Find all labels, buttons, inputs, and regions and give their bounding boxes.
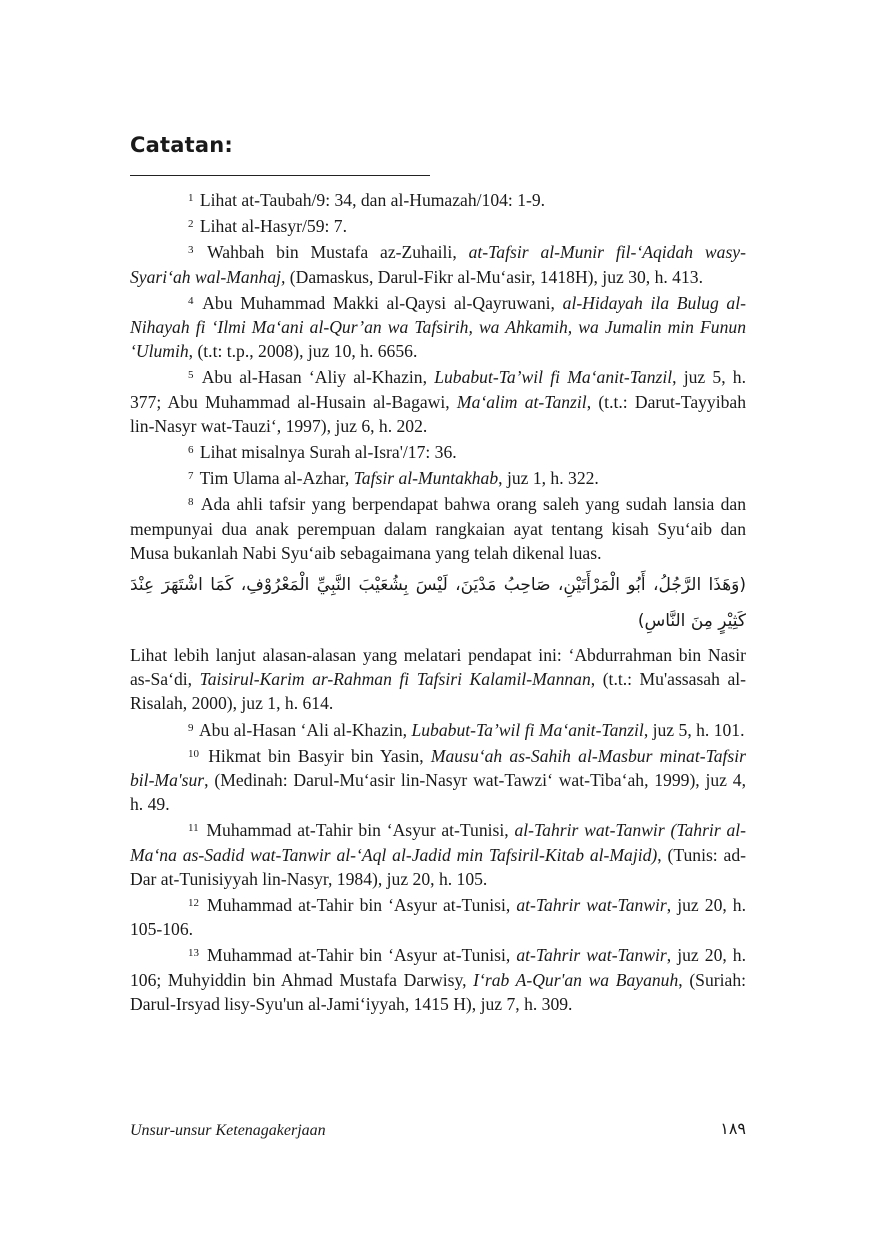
footnote-divider xyxy=(130,175,430,176)
footnote-text: Muhammad at-Tahir bin ‘Asyur at-Tunisi, xyxy=(207,945,517,966)
footnote-list xyxy=(130,186,746,1016)
footnote-italic-title: at-Tafsir al-Munir fil-‘Aqidah wasy-Syari‘ah wal-Manhaj, xyxy=(130,242,746,287)
page-number: ١٨٩ xyxy=(720,1119,746,1138)
footnote-11 xyxy=(130,816,746,891)
footnote-text: Tim Ulama al-Azhar, xyxy=(199,468,354,489)
footnote-italic-title: I‘rab A-Qur'an wa Bayanuh xyxy=(473,969,679,990)
footnote-text: Wahbah bin Mustafa az-Zuhaili, xyxy=(207,242,469,263)
footnote-text: Abu Muhammad Makki al-Qaysi al-Qayruwani, xyxy=(202,292,563,313)
footnote-italic-title: Ma‘alim at-Tanzil xyxy=(456,391,587,412)
footnote-text: (Damaskus, Darul-Fikr al-Mu‘asir, 1418H), juz 30, h. 413. xyxy=(285,266,703,287)
footnote-12 xyxy=(130,891,746,941)
footnote-number: 5 xyxy=(188,369,194,382)
footnote-text: Lihat lebih lanjut alasan-alasan yang melatari pendapat ini: ‘Abdurrahman bin Nasir as-Sa‘di, xyxy=(130,645,746,690)
footnote-italic-title: al-Tahrir wat-Tanwir (Tahrir al-Ma‘na as-Sadid wat-Tanwir al-‘Aql al-Jadid min Tafsiril-Kitab al-Majid) xyxy=(130,820,746,865)
footnote-text: Muhammad at-Tahir bin ‘Asyur at-Tunisi, xyxy=(207,895,517,916)
footnote-13 xyxy=(130,941,746,1016)
footnote-number: 12 xyxy=(188,897,199,910)
arabic-quote: (وَهَذَا الرَّجُلُ، أَبُو الْمَرْأَتَيْنِ، صَاحِبُ مَدْيَنَ، لَيْسَ بِشُعَيْبَ النَّبِيِّ الْمَعْرُوْفِ، كَمَا اشْتَهَرَ عِنْدَ كَثِيْرٍ مِنَ النَّاسِ) xyxy=(130,575,746,632)
footnote-text: , (t.t.: Mu'assasah al-Risalah, 2000), juz 1, h. 614. xyxy=(130,669,747,714)
footnote-text: , (t.t: t.p., 2008), juz 10, h. 6656. xyxy=(188,341,418,362)
footnote-text: Hikmat bin Basyir bin Yasin, xyxy=(208,745,431,766)
footnote-italic-title: Tafsir al-Muntakhab xyxy=(353,468,499,489)
footnote-number: 10 xyxy=(188,747,199,760)
footnote-number: 13 xyxy=(188,947,199,960)
footnote-text: , juz 5, h. 101. xyxy=(643,719,745,740)
footnote-text: , (Suriah: Darul-Irsyad lisy-Syu'un al-Jami‘iyyah, 1415 H), juz 7, h. 309. xyxy=(130,969,746,1014)
footnote-number: 4 xyxy=(188,294,194,307)
footnote-number: 9 xyxy=(188,721,194,734)
running-footer-title: Unsur-unsur Ketenagakerjaan xyxy=(130,1122,326,1139)
footnote-continuation xyxy=(130,643,746,716)
footnote-1 xyxy=(130,186,746,212)
footnote-italic-title: at-Tahrir wat-Tanwir xyxy=(516,895,667,916)
footnote-text: , juz 20, h. 106; Muhyiddin bin Ahmad Mustafa Darwisy, xyxy=(130,945,746,990)
footnote-text: , (Tunis: ad-Dar at-Tunisiyyah lin-Nasyr, 1984), juz 20, h. 105. xyxy=(130,844,746,889)
footnote-italic-title: Mausu‘ah as-Sahih al-Masbur minat-Tafsir bil-Ma'sur xyxy=(130,745,747,791)
footnote-2 xyxy=(130,212,746,238)
footnote-10 xyxy=(130,742,746,817)
footnote-7 xyxy=(130,464,746,490)
footnote-5 xyxy=(130,363,746,438)
footnote-6 xyxy=(130,438,746,464)
footnote-8 xyxy=(130,490,746,565)
footnote-text: Ada ahli tafsir yang berpendapat bahwa orang saleh yang sudah lansia dan mempunyai dua anak perempuan dalam rangkaian ayat tentang kisah Syu‘aib dan Musa bukanlah Nabi Syu‘aib sebagaimana yang telah dikenal luas. xyxy=(130,494,746,563)
footnote-number: 11 xyxy=(188,822,199,835)
footnote-italic-title: Taisirul-Karim ar-Rahman fi Tafsiri Kalamil-Mannan xyxy=(199,669,591,690)
page-title: Catatan: xyxy=(130,133,233,157)
footnote-number: 3 xyxy=(188,244,194,257)
footnote-italic-title: at-Tahrir wat-Tanwir xyxy=(516,945,667,966)
footnote-text: , juz 20, h. 105-106. xyxy=(130,895,746,940)
footnote-text: Abu al-Hasan ‘Aliy al-Khazin, xyxy=(201,367,435,388)
footnote-9 xyxy=(130,716,746,742)
footnote-italic-title: Lubabut-Ta’wil fi Ma‘anit-Tanzil xyxy=(434,367,673,388)
footnote-text: , (t.t.: Darut-Tayyibah lin-Nasyr wat-Tauzi‘, 1997), juz 6, h. 202. xyxy=(130,391,747,436)
footnote-number: 8 xyxy=(188,496,194,509)
footnote-number: 6 xyxy=(188,444,194,457)
footnote-3 xyxy=(130,238,746,288)
footnote-4 xyxy=(130,289,746,364)
footnote-number: 7 xyxy=(188,470,194,483)
footnote-text: Abu al-Hasan ‘Ali al-Khazin, xyxy=(198,719,412,740)
footnote-text: Muhammad at-Tahir bin ‘Asyur at-Tunisi, xyxy=(206,820,515,841)
footnote-text: , juz 1, h. 322. xyxy=(498,468,599,489)
footnote-text: Lihat misalnya Surah al-Isra'/17: 36. xyxy=(199,442,457,463)
footnote-text: Lihat al-Hasyr/59: 7. xyxy=(199,216,347,237)
footnote-italic-title: Lubabut-Ta’wil fi Ma‘anit-Tanzil xyxy=(411,719,644,740)
footnote-text: Lihat at-Taubah/9: 34, dan al-Humazah/104: 1-9. xyxy=(199,190,546,210)
footnote-text: , (Medinah: Darul-Mu‘asir lin-Nasyr wat-Tawzi‘ wat-Tiba‘ah, 1999), juz 4, h. 49. xyxy=(130,770,746,815)
footnote-number: 1 xyxy=(188,192,194,204)
footnote-number: 2 xyxy=(188,218,194,231)
footnote-text: , juz 5, h. 377; Abu Muhammad al-Husain al-Bagawi, xyxy=(130,367,746,412)
footnote-italic-title: al-Hidayah ila Bulug al-Nihayah fi ‘Ilmi Ma‘ani al-Qur’an wa Tafsirih, wa Ahkamih, wa Jumalin min Funun ‘Ulumih xyxy=(130,292,746,362)
